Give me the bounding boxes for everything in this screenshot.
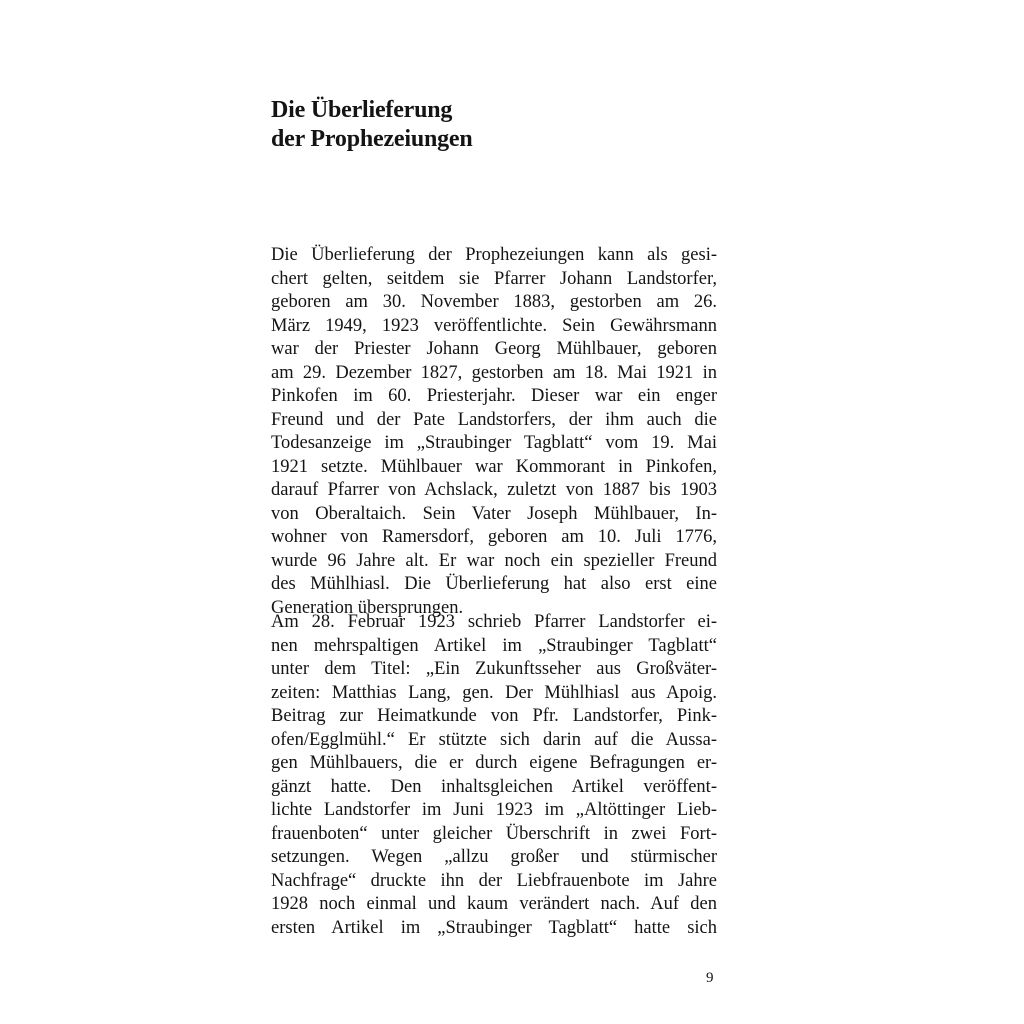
text-line: Am 28. Februar 1923 schrieb Pfarrer Landstorfer ei- xyxy=(271,612,717,632)
paragraph-1 xyxy=(271,244,717,620)
text-line: von Oberaltaich. Sein Vater Joseph Mühlbauer, In- xyxy=(271,503,717,524)
text-line: Nachfrage“ druckte ihn der Liebfrauenbote im Jahre xyxy=(271,870,717,891)
text-line: war der Priester Johann Georg Mühlbauer, geboren xyxy=(271,339,717,359)
text-line: gen Mühlbauers, die er durch eigene Befragungen er- xyxy=(271,753,717,773)
text-line: März 1949, 1923 veröffentlichte. Sein Gewährsmann xyxy=(271,315,717,336)
chapter-title-line-2: der Prophezeiungen xyxy=(271,126,473,152)
text-line: Todesanzeige im „Straubinger Tagblatt“ vom 19. Mai xyxy=(271,433,717,453)
text-line: ofen/Egglmühl.“ Er stützte sich darin auf die Aussa- xyxy=(271,729,717,750)
text-line: Freund und der Pate Landstorfers, der ihm auch die xyxy=(271,409,717,430)
text-line: frauenboten“ unter gleicher Überschrift in zwei Fort- xyxy=(271,823,717,844)
text-line: unter dem Titel: „Ein Zukunftsseher aus Großväter- xyxy=(271,659,717,679)
text-line: chert gelten, seitdem sie Pfarrer Johann Landstorfer, xyxy=(271,268,717,289)
text-line: setzungen. Wegen „allzu großer und stürmischer xyxy=(271,847,717,867)
text-line: Die Überlieferung der Prophezeiungen kann als gesi- xyxy=(271,245,717,265)
text-line: zeiten: Matthias Lang, gen. Der Mühlhiasl aus Apoig. xyxy=(271,682,717,703)
chapter-title-line-1: Die Überlieferung xyxy=(271,97,453,123)
text-line: Pinkofen im 60. Priesterjahr. Dieser war ein enger xyxy=(271,386,717,406)
text-line: Beitrag zur Heimatkunde von Pfr. Landstorfer, Pink- xyxy=(271,706,717,726)
text-line: nen mehrspaltigen Artikel im „Straubinger Tagblatt“ xyxy=(271,635,717,656)
text-line: wurde 96 Jahre alt. Er war noch ein spezieller Freund xyxy=(271,550,717,571)
text-line: ersten Artikel im „Straubinger Tagblatt“ hatte sich xyxy=(271,917,717,938)
text-line: am 29. Dezember 1827, gestorben am 18. Mai 1921 in xyxy=(271,362,717,383)
page-number: 9 xyxy=(706,970,714,986)
text-line: 1921 setzte. Mühlbauer war Kommorant in Pinkofen, xyxy=(271,456,717,477)
text-line: wohner von Ramersdorf, geboren am 10. Juli 1776, xyxy=(271,527,717,547)
text-line: darauf Pfarrer von Achslack, zuletzt von 1887 bis 1903 xyxy=(271,480,717,500)
text-line: 1928 noch einmal und kaum verändert nach. Auf den xyxy=(271,894,717,914)
chapter-title xyxy=(271,96,473,154)
text-line: gänzt hatte. Den inhaltsgleichen Artikel veröffent- xyxy=(271,776,717,797)
paragraph-2 xyxy=(271,611,717,940)
text-line: geboren am 30. November 1883, gestorben am 26. xyxy=(271,292,717,312)
text-line: lichte Landstorfer im Juni 1923 im „Altöttinger Lieb- xyxy=(271,800,717,820)
text-line: Generation übersprungen. xyxy=(271,597,464,618)
text-line: des Mühlhiasl. Die Überlieferung hat also erst eine xyxy=(271,574,717,594)
